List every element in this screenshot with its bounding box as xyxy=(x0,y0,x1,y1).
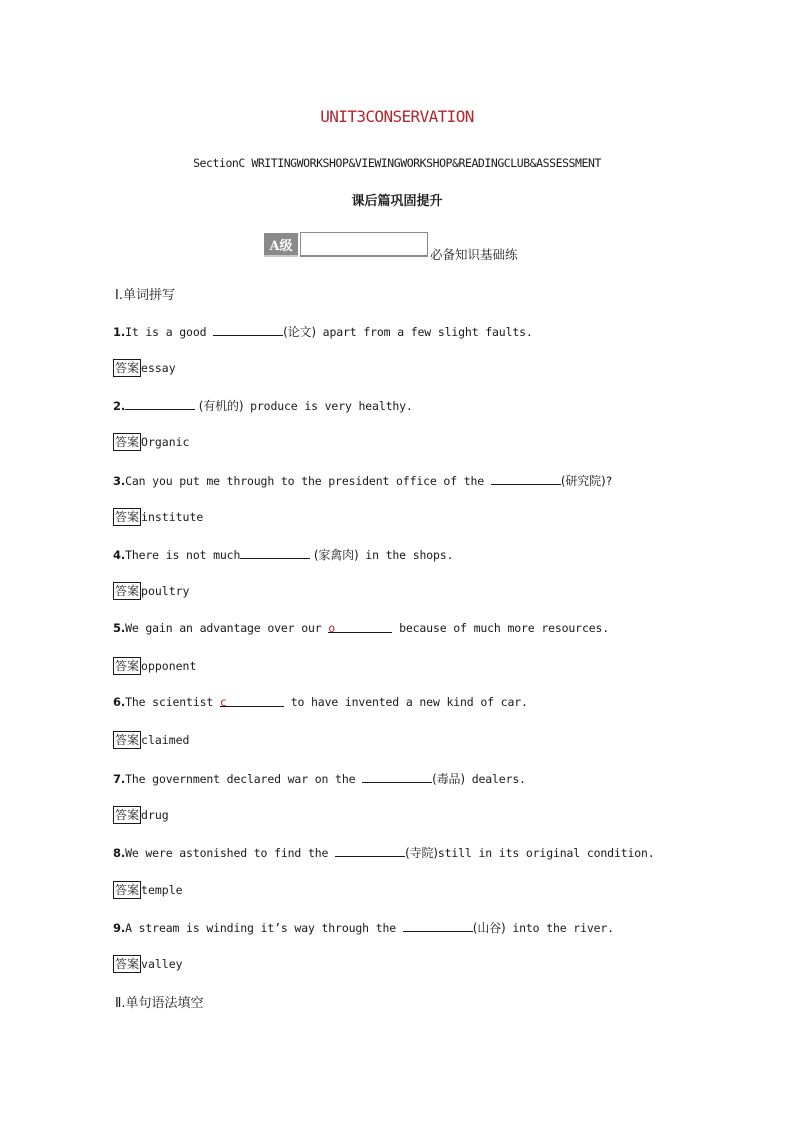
answer-blank xyxy=(491,473,561,485)
level-badge: A级 xyxy=(264,233,298,257)
section-heading-grammar: Ⅱ.单句语法填空 xyxy=(115,996,204,1011)
exercise-heading: 课后篇巩固提升 xyxy=(351,194,443,209)
answer-6 xyxy=(113,731,189,749)
question-text-end: ? xyxy=(605,474,613,488)
question-number: 7. xyxy=(113,772,126,786)
chinese-hint: (有机的) xyxy=(195,399,244,413)
question-text-end: in the shops. xyxy=(358,548,454,562)
chinese-hint: (毒品) xyxy=(432,772,465,786)
section-heading-spelling: Ⅰ.单词拼写 xyxy=(115,288,175,303)
answer-blank xyxy=(328,621,392,633)
answer-tag: 答案 xyxy=(115,584,140,598)
answer-tag: 答案 xyxy=(115,510,140,524)
answer-text: temple xyxy=(141,883,183,897)
answer-blank xyxy=(220,695,284,707)
answer-tag: 答案 xyxy=(115,733,140,747)
answer-blank xyxy=(213,324,283,336)
question-number: 3. xyxy=(113,474,126,488)
question-text: It is a good xyxy=(125,325,214,339)
answer-1 xyxy=(113,359,176,377)
chinese-hint: (论文) xyxy=(283,325,316,339)
question-7 xyxy=(113,770,526,787)
question-text-end: into the river. xyxy=(505,921,614,935)
answer-text: Organic xyxy=(141,435,190,449)
question-4 xyxy=(113,546,453,563)
answer-tag: 答案 xyxy=(115,659,140,673)
answer-blank xyxy=(125,398,195,410)
answer-2 xyxy=(113,433,189,451)
answer-text: opponent xyxy=(141,659,197,673)
question-text-end: apart from a few slight faults. xyxy=(315,325,533,339)
answer-5 xyxy=(113,657,196,675)
answer-text: drug xyxy=(141,808,169,822)
answer-8 xyxy=(113,881,183,899)
answer-text: poultry xyxy=(141,584,190,598)
question-text: The government declared war on the xyxy=(125,772,363,786)
answer-tag: 答案 xyxy=(115,957,140,971)
answer-text: valley xyxy=(141,957,183,971)
answer-3 xyxy=(113,508,203,526)
answer-blank xyxy=(403,920,473,932)
answer-9 xyxy=(113,955,183,973)
question-number: 9. xyxy=(113,921,126,935)
question-text-end: still in its original condition. xyxy=(437,846,655,860)
question-number: 6. xyxy=(113,695,126,709)
answer-tag: 答案 xyxy=(115,435,140,449)
answer-blank xyxy=(335,845,405,857)
answer-text: essay xyxy=(141,361,176,375)
question-text: There is not much xyxy=(125,548,241,562)
question-number: 4. xyxy=(113,548,126,562)
question-text: We were astonished to find the xyxy=(125,846,336,860)
question-3 xyxy=(113,472,612,489)
question-number: 5. xyxy=(113,621,126,635)
question-number: 1. xyxy=(113,325,126,339)
question-1 xyxy=(113,323,533,340)
answer-tag: 答案 xyxy=(115,361,140,375)
level-box-decoration xyxy=(300,232,428,257)
question-text: Can you put me through to the president office of the xyxy=(125,474,491,488)
answer-7 xyxy=(113,806,169,824)
question-6 xyxy=(113,695,528,709)
chinese-hint: (研究院) xyxy=(560,474,606,488)
first-letter-hint: c xyxy=(219,695,227,709)
chinese-hint: (家禽肉) xyxy=(310,548,359,562)
answer-blank xyxy=(362,771,432,783)
answer-text: claimed xyxy=(141,733,190,747)
section-subtitle: SectionC WRITINGWORKSHOP&VIEWINGWORKSHOP&READINGCLUB&ASSESSMENT xyxy=(193,156,601,170)
answer-tag: 答案 xyxy=(115,808,140,822)
answer-blank xyxy=(240,547,310,559)
question-text-end: because of much more resources. xyxy=(392,621,610,635)
question-9 xyxy=(113,919,614,936)
question-text: The scientist xyxy=(125,695,220,709)
question-5 xyxy=(113,621,609,635)
unit-title: UNIT3CONSERVATION xyxy=(320,107,474,126)
question-text: We gain an advantage over our xyxy=(125,621,329,635)
question-8 xyxy=(113,844,655,861)
question-text-end: to have invented a new kind of car. xyxy=(283,695,528,709)
question-number: 8. xyxy=(113,846,126,860)
chinese-hint: (寺院) xyxy=(405,846,438,860)
question-2 xyxy=(113,397,413,414)
answer-text: institute xyxy=(141,510,204,524)
question-text: A stream is winding it’s way through the xyxy=(125,921,403,935)
answer-tag: 答案 xyxy=(115,883,140,897)
answer-4 xyxy=(113,582,189,600)
question-text-end: dealers. xyxy=(464,772,526,786)
question-number: 2. xyxy=(113,399,126,413)
level-label: 必备知识基础练 xyxy=(430,247,518,262)
first-letter-hint: o xyxy=(328,621,336,635)
question-text-end: produce is very healthy. xyxy=(243,399,413,413)
chinese-hint: (山谷) xyxy=(472,921,506,935)
